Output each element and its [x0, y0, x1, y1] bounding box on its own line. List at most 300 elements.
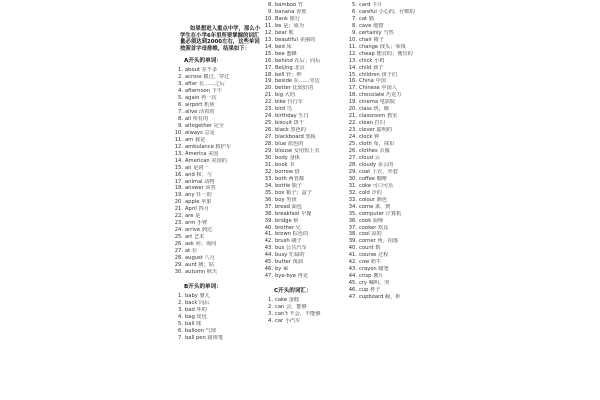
column-3 — [346, 2, 436, 301]
word-entry — [346, 204, 436, 211]
entry-number: 8. — [268, 2, 273, 8]
word-entry — [172, 130, 262, 137]
entry-text: cat 猫 — [359, 15, 374, 22]
entry-number: 19. — [348, 99, 357, 106]
word-entry — [172, 192, 262, 199]
column-1 — [172, 2, 262, 341]
entry-number: 33. — [348, 196, 357, 203]
b-word-list — [172, 293, 262, 342]
entry-text: big 大的 — [275, 92, 296, 99]
entry-text: animal 动物 — [185, 178, 215, 185]
entry-text: cave 地窟 — [359, 22, 384, 29]
word-entry — [346, 16, 436, 23]
word-entry — [262, 78, 346, 85]
word-entry — [262, 197, 346, 204]
entry-number: 12. — [348, 50, 357, 57]
word-entry — [172, 95, 262, 102]
word-entry — [262, 190, 346, 197]
word-entry — [346, 58, 436, 65]
entry-text: again 再一次 — [185, 95, 217, 102]
word-entry — [262, 155, 346, 162]
entry-number: 14. — [174, 157, 183, 164]
word-entry — [172, 269, 262, 276]
entry-text: all 所有的 — [185, 115, 209, 122]
word-entry — [172, 220, 262, 227]
entry-text: ambulance 救护车 — [185, 143, 231, 150]
entry-text: art 艺术 — [185, 234, 205, 241]
a-word-list — [172, 67, 262, 276]
entry-text: coat 上衣，外套 — [359, 168, 398, 175]
word-entry — [346, 169, 436, 176]
entry-number: 45. — [264, 259, 273, 266]
entry-number: 40. — [348, 245, 357, 252]
entry-text: corner 角，拐落 — [359, 238, 399, 245]
entry-text: birthday 生日 — [275, 113, 309, 120]
entry-text: cook 厨师 — [359, 217, 384, 224]
word-entry — [172, 179, 262, 186]
word-entry — [172, 123, 262, 130]
word-entry — [346, 273, 436, 280]
entry-number: 45. — [348, 280, 357, 287]
word-entry — [346, 106, 436, 113]
entry-text: biscuit 饼干 — [275, 120, 305, 127]
entry-text: crisp 薯片 — [359, 273, 384, 280]
entry-text: chair 椅子 — [359, 36, 384, 43]
entry-text: boy 男孩 — [275, 196, 297, 203]
word-entry — [262, 106, 346, 113]
entry-number: 22. — [174, 213, 183, 220]
entry-number: 20. — [264, 85, 273, 92]
entry-number: 39. — [348, 238, 357, 245]
entry-text: bed 床 — [275, 43, 292, 50]
entry-number: 9. — [178, 122, 183, 129]
entry-text: beautiful 美丽的 — [275, 36, 316, 43]
entry-number: 30. — [174, 268, 183, 275]
entry-number: 47. — [348, 294, 357, 301]
word-entry — [262, 16, 346, 23]
word-entry — [262, 85, 346, 92]
entry-number: 24. — [264, 113, 273, 120]
word-entry — [262, 311, 346, 318]
word-entry — [172, 227, 262, 234]
entry-text: am 我是 — [185, 136, 206, 143]
entry-number: 26. — [348, 148, 357, 155]
entry-number: 46. — [264, 266, 273, 273]
entry-number: 17. — [174, 178, 183, 185]
entry-number: 5. — [352, 2, 357, 8]
entry-number: 11. — [174, 136, 183, 143]
word-entry — [262, 266, 346, 273]
entry-text: cloth 布，抹布 — [359, 141, 395, 148]
entry-number: 9. — [268, 8, 273, 15]
entry-number: 10. — [264, 15, 273, 22]
word-entry — [346, 190, 436, 197]
word-entry — [346, 245, 436, 252]
word-entry — [346, 162, 436, 169]
entry-number: 8. — [178, 115, 183, 122]
entry-text: crayon 蜡笔 — [359, 266, 389, 273]
word-entry — [172, 206, 262, 213]
c-word-list-continued — [346, 2, 436, 301]
entry-number: 15. — [264, 50, 273, 57]
entry-number: 17. — [348, 85, 357, 92]
word-entry — [346, 280, 436, 287]
entry-number: 10. — [348, 36, 357, 43]
entry-number: 21. — [174, 206, 183, 213]
word-entry — [262, 148, 346, 155]
entry-number: 13. — [348, 57, 357, 64]
entry-text: bike 自行车 — [275, 99, 303, 106]
word-entry — [262, 127, 346, 134]
entry-number: 41. — [348, 252, 357, 259]
word-entry — [262, 141, 346, 148]
word-entry — [262, 211, 346, 218]
entry-number: 38. — [348, 231, 357, 238]
entry-text: apple 苹果 — [185, 199, 212, 206]
entry-number: 36. — [348, 217, 357, 224]
word-entry — [346, 44, 436, 51]
entry-text: chocolate 巧克力 — [359, 92, 402, 99]
entry-number: 43. — [264, 245, 273, 252]
entry-text: bye-bye 再见 — [275, 273, 309, 280]
entry-text: bottle 瓶子 — [275, 182, 303, 189]
word-entry — [172, 241, 262, 248]
entry-number: 24. — [174, 227, 183, 234]
entry-text: clock 钟 — [359, 134, 380, 141]
word-entry — [346, 225, 436, 232]
word-entry — [346, 231, 436, 238]
entry-text: bad 坏的 — [185, 306, 207, 313]
entry-number: 12. — [264, 29, 273, 36]
word-entry — [172, 158, 262, 165]
entry-number: 19. — [174, 192, 183, 199]
word-entry — [262, 176, 346, 183]
entry-text: banana 香蕉 — [275, 8, 307, 15]
word-entry — [262, 238, 346, 245]
entry-text: are 是 — [185, 213, 201, 220]
word-entry — [172, 151, 262, 158]
entry-number: 16. — [174, 171, 183, 178]
entry-number: 16. — [348, 78, 357, 85]
word-entry — [172, 144, 262, 151]
entry-text: child 孩子 — [359, 64, 384, 71]
word-entry — [262, 318, 346, 325]
entry-number: 9. — [352, 29, 357, 36]
entry-text: cooker 炊具 — [359, 224, 389, 231]
word-entry — [172, 67, 262, 74]
entry-text: better 比较好的 — [275, 85, 314, 92]
entry-text: at 在 — [185, 248, 198, 255]
entry-text: coffee 咖啡 — [359, 175, 388, 182]
entry-number: 18. — [174, 185, 183, 192]
entry-text: bird 鸟 — [275, 106, 292, 113]
word-entry — [262, 92, 346, 99]
entry-number: 15. — [174, 164, 183, 171]
entry-text: America 美国 — [185, 150, 219, 157]
entry-number: 38. — [264, 210, 273, 217]
word-entry — [262, 72, 346, 79]
word-entry — [262, 304, 346, 311]
word-entry — [262, 65, 346, 72]
entry-text: bell 铃；钟 — [275, 71, 302, 78]
word-entry — [346, 9, 436, 16]
entry-text: April 四月 — [185, 206, 209, 213]
entry-number: 4. — [178, 313, 183, 320]
entry-number: 21. — [264, 92, 273, 99]
entry-number: 31. — [264, 161, 273, 168]
entry-number: 42. — [264, 238, 273, 245]
entry-text: brown 棕色的 — [275, 231, 309, 238]
entry-number: 32. — [348, 189, 357, 196]
entry-text: bear 熊 — [275, 29, 294, 36]
entry-number: 43. — [348, 266, 357, 273]
entry-number: 11. — [348, 43, 357, 50]
entry-number: 27. — [174, 248, 183, 255]
entry-text: cupboard 橱，柜 — [359, 294, 401, 301]
entry-text: cheap 便宜的；便宜的 — [359, 50, 413, 57]
word-entry — [346, 294, 436, 301]
word-entry — [346, 23, 436, 30]
entry-text: careful 小心的，仔细的 — [359, 8, 415, 15]
word-entry — [172, 248, 262, 255]
entry-number: 2. — [178, 299, 183, 306]
word-entry — [262, 23, 346, 30]
entry-text: cold 冷的 — [359, 189, 382, 196]
entry-text: children 孩子们 — [359, 71, 398, 78]
entry-text: answer 回答 — [185, 185, 216, 192]
entry-number: 22. — [264, 99, 273, 106]
word-entry — [262, 134, 346, 141]
word-entry — [346, 141, 436, 148]
entry-number: 46. — [348, 287, 357, 294]
entry-number: 5. — [178, 320, 183, 327]
entry-text: card 卡片 — [359, 2, 383, 8]
entry-text: classroom 教室 — [359, 113, 398, 120]
entry-number: 20. — [174, 199, 183, 206]
word-entry — [346, 266, 436, 273]
entry-number: 41. — [264, 231, 273, 238]
entry-number: 4. — [268, 317, 273, 324]
entry-number: 27. — [348, 154, 357, 161]
entry-text: and 和，与 — [185, 171, 212, 178]
word-entry — [172, 74, 262, 81]
word-entry — [346, 30, 436, 37]
entry-text: can 会，能够 — [275, 303, 307, 310]
entry-number: 28. — [348, 161, 357, 168]
entry-number: 34. — [264, 182, 273, 189]
word-entry — [346, 197, 436, 204]
intro-paragraph: 如果想进入重点中学，那么小学生在小学6年里所要掌握的词汇量必须达到2000左右，这些单词按照首字母排维，结果如下： — [180, 26, 261, 52]
word-entry — [346, 252, 436, 259]
entry-number: 23. — [348, 127, 357, 134]
entry-text: cake 蛋糕 — [275, 297, 300, 304]
entry-text: altogether 完全 — [185, 122, 224, 129]
word-entry — [262, 37, 346, 44]
word-entry — [262, 162, 346, 169]
word-entry — [346, 176, 436, 183]
entry-text: cry 喊叫，哭 — [359, 280, 390, 287]
word-entry — [346, 287, 436, 294]
entry-text: certainly 当然 — [359, 29, 394, 36]
entry-text: breakfast 早餐 — [275, 210, 312, 217]
entry-number: 3. — [178, 306, 183, 313]
entry-number: 26. — [264, 127, 273, 134]
word-entry — [346, 155, 436, 162]
section-a-heading: A开头的单词： — [184, 58, 222, 65]
entry-number: 31. — [348, 182, 357, 189]
word-entry — [262, 183, 346, 190]
word-entry — [172, 116, 262, 123]
entry-number: 7. — [352, 15, 357, 22]
word-entry — [172, 255, 262, 262]
entry-text: afternoon 下午 — [185, 88, 223, 95]
word-entry — [172, 321, 262, 328]
entry-number: 24. — [348, 134, 357, 141]
entry-text: body 身体 — [275, 154, 300, 161]
entry-number: 18. — [348, 92, 357, 99]
entry-number: 21. — [348, 113, 357, 120]
entry-number: 17. — [264, 64, 273, 71]
word-entry — [172, 88, 262, 95]
word-entry — [262, 273, 346, 280]
entry-text: bee 蜜蜂 — [275, 50, 297, 57]
word-entry — [346, 72, 436, 79]
word-entry — [262, 297, 346, 304]
entry-text: come 来，到 — [359, 203, 391, 210]
entry-text: arm 手臂 — [185, 220, 208, 227]
entry-number: 42. — [348, 259, 357, 266]
entry-number: 2. — [268, 303, 273, 310]
word-entry — [172, 81, 262, 88]
word-entry — [172, 102, 262, 109]
entry-text: cup 杯子 — [359, 287, 381, 294]
word-entry — [346, 120, 436, 127]
entry-number: 3. — [178, 81, 183, 88]
word-entry — [262, 58, 346, 65]
entry-number: 12. — [174, 143, 183, 150]
word-entry — [172, 213, 262, 220]
word-entry — [346, 92, 436, 99]
entry-number: 25. — [348, 141, 357, 148]
entry-text: blouse 女用短上衣 — [275, 148, 320, 155]
word-entry — [172, 165, 262, 172]
entry-text: coke 可口可乐 — [359, 182, 394, 189]
word-entry — [262, 113, 346, 120]
entry-text: Beijing 北京 — [275, 64, 305, 71]
entry-number: 30. — [348, 175, 357, 182]
word-entry — [262, 120, 346, 127]
entry-number: 23. — [174, 220, 183, 227]
entry-text: autumn 秋天 — [185, 268, 218, 275]
word-entry — [262, 9, 346, 16]
entry-number: 19. — [264, 78, 273, 85]
entry-number: 28. — [264, 141, 273, 148]
entry-text: Chinese 中国人 — [359, 85, 397, 92]
entry-number: 3. — [268, 310, 273, 317]
word-entry — [172, 300, 262, 307]
word-entry — [172, 185, 262, 192]
entry-number: 28. — [174, 255, 183, 262]
entry-number: 16. — [264, 57, 273, 64]
entry-number: 8. — [352, 22, 357, 29]
entry-text: arrive 到达 — [185, 227, 213, 234]
entry-number: 11. — [264, 22, 273, 29]
b-word-list-continued — [262, 2, 346, 280]
entry-number: 33. — [264, 175, 273, 182]
entry-number: 27. — [264, 134, 273, 141]
entry-text: book 书 — [275, 161, 295, 168]
entry-text: busy 忙碌的 — [275, 252, 305, 259]
entry-text: American 美国的 — [185, 157, 227, 164]
entry-text: brother 兄 — [275, 224, 301, 231]
word-entry — [172, 199, 262, 206]
word-entry — [346, 211, 436, 218]
section-b-heading: B开头的单词： — [184, 283, 222, 290]
entry-text: be 是；成为 — [275, 22, 304, 29]
word-entry — [172, 262, 262, 269]
entry-text: class 班，级 — [359, 106, 390, 113]
word-entry — [346, 148, 436, 155]
entry-number: 32. — [264, 168, 273, 175]
word-entry — [172, 314, 262, 321]
section-c-heading: C开头的词汇： — [274, 288, 312, 295]
entry-number: 34. — [348, 203, 357, 210]
c-word-list — [262, 297, 346, 325]
word-entry — [172, 172, 262, 179]
word-entry — [262, 44, 346, 51]
entry-number: 13. — [264, 36, 273, 43]
entry-number: 23. — [264, 106, 273, 113]
entry-number: 7. — [178, 109, 183, 115]
word-entry — [262, 225, 346, 232]
entry-text: bag 皮包 — [185, 313, 207, 320]
entry-text: balloon 气球 — [185, 327, 217, 334]
word-entry — [346, 183, 436, 190]
entry-number: 7. — [178, 334, 183, 341]
word-entry — [346, 51, 436, 58]
word-entry — [172, 109, 262, 116]
word-entry — [346, 85, 436, 92]
entry-number: 39. — [264, 217, 273, 224]
word-entry — [262, 30, 346, 37]
entry-text: butter 黄油 — [275, 259, 303, 266]
word-entry — [262, 204, 346, 211]
entry-text: cool 凉的 — [359, 231, 382, 238]
entry-text: beside 在……旁边 — [275, 78, 320, 85]
entry-text: box 箱子；盒子 — [275, 189, 312, 196]
entry-number: 26. — [174, 241, 183, 248]
entry-text: cow 奶牛 — [359, 259, 382, 266]
entry-number: 14. — [348, 64, 357, 71]
word-entry — [262, 2, 346, 9]
entry-text: by 乘 — [275, 266, 289, 273]
entry-text: China 中国 — [359, 78, 386, 85]
document-page — [172, 0, 434, 400]
entry-number: 44. — [264, 252, 273, 259]
entry-text: blue 蓝色的 — [275, 141, 304, 148]
entry-text: colour 颜色 — [359, 196, 388, 203]
entry-text: after 在……之后 — [185, 81, 225, 88]
word-entry — [262, 252, 346, 259]
entry-number: 13. — [174, 150, 183, 157]
entry-number: 4. — [178, 88, 183, 95]
entry-text: aunt 姨；姑 — [185, 261, 214, 268]
word-entry — [346, 99, 436, 106]
entry-text: count 数 — [359, 245, 381, 252]
entry-number: 22. — [348, 120, 357, 127]
entry-text: blackboard 黑板 — [275, 134, 316, 141]
entry-number: 36. — [264, 196, 273, 203]
